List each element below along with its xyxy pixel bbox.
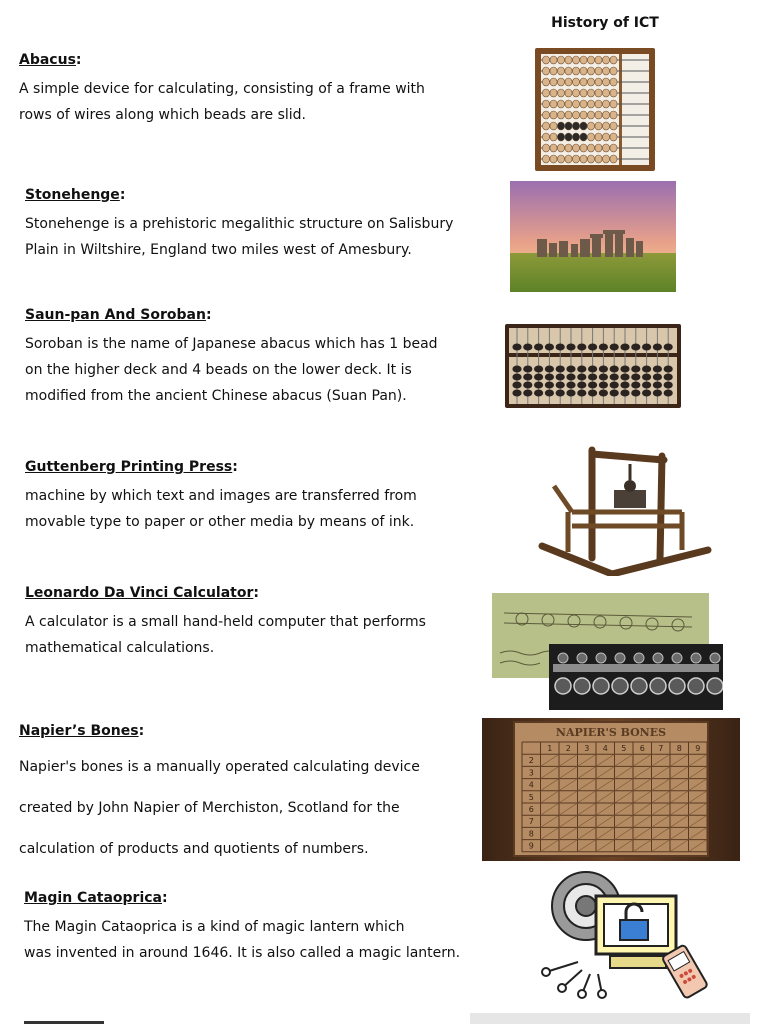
magic-lantern-clipart: [538, 866, 712, 1002]
entry-line: Plain in Wiltshire, England two miles west of Amesbury.: [25, 242, 412, 258]
entry-soroban: Saun-pan And Soroban: Soroban is the name of Japanese abacus which has 1 bead on the higher deck and 4 beads on the lower deck. It is modified from the ancient Chinese abacus (Suan Pan).: [25, 307, 438, 404]
napier-row-digit: 9: [528, 841, 534, 851]
entry-stonehenge: Stonehenge: Stonehenge is a prehistoric megalithic structure on Salisbury Plain in Wiltshire, England two miles west of Amesbury.: [25, 187, 454, 258]
entry-line: Stonehenge is a prehistoric megalithic structure on Salisbury: [25, 216, 454, 232]
entry-line: machine by which text and images are transferred from: [25, 488, 417, 504]
abacus-image: [533, 46, 657, 173]
stonehenge-image: [510, 181, 676, 292]
soroban-image: [504, 323, 682, 409]
entry-napiers-bones: Napier’s Bones: Napier's bones is a manually operated calculating device created by John Napier of Merchiston, Scotland for the calculation of products and quotients of numbers.: [19, 723, 420, 857]
entry-line: The Magin Cataoprica is a kind of magic lantern which: [24, 919, 405, 935]
napier-column-digit: 8: [676, 744, 682, 753]
entry-line: was invented in around 1646. It is also called a magic lantern.: [24, 945, 461, 961]
napier-column-digit: 5: [621, 744, 627, 753]
entry-magin-cataoprica: Magin Cataoprica: The Magin Cataoprica is a kind of magic lantern which was invented in around 1646. It is also called a magic lantern.: [24, 890, 461, 961]
entry-heading: Magin Cataoprica: [24, 890, 162, 906]
entry-line: A simple device for calculating, consisting of a frame with: [19, 81, 425, 97]
entry-line: Napier's bones is a manually operated calculating device: [19, 759, 420, 775]
page-title: History of ICT: [551, 15, 659, 31]
entry-heading: Napier’s Bones: [19, 723, 139, 739]
napier-row-digit: 4: [528, 780, 534, 790]
entry-abacus: Abacus: A simple device for calculating, consisting of a frame with rows of wires along which beads are slid.: [19, 52, 425, 123]
next-entry-image: [470, 1013, 750, 1024]
napier-column-digit: 7: [658, 744, 664, 753]
napier-image-title: NAPIER'S BONES: [555, 726, 667, 739]
entry-line: created by John Napier of Merchiston, Scotland for the: [19, 800, 400, 816]
cut-off-heading: [24, 1016, 114, 1024]
napiers-bones-image: [482, 718, 740, 861]
napier-column-digit: 1: [547, 744, 553, 753]
entry-heading: Guttenberg Printing Press: [25, 459, 233, 475]
napier-column-digit: 3: [584, 744, 590, 753]
entry-line: modified from the ancient Chinese abacus (Suan Pan).: [25, 388, 407, 404]
entry-line: A calculator is a small hand-held computer that performs: [25, 614, 426, 630]
entry-printing-press: Guttenberg Printing Press: machine by which text and images are transferred from movable type to paper or other media by means of ink.: [25, 459, 417, 530]
napier-row-digit: 3: [528, 768, 534, 778]
napier-column-digit: 4: [602, 744, 608, 753]
napier-row-digit: 8: [528, 829, 534, 839]
napier-row-digit: 2: [528, 756, 534, 766]
entry-line: movable type to paper or other media by means of ink.: [25, 514, 415, 530]
da-vinci-model-image: [549, 644, 723, 710]
entry-line: Soroban is the name of Japanese abacus which has 1 bead: [25, 336, 438, 352]
entry-heading: Saun-pan And Soroban: [25, 307, 206, 323]
napier-row-digit: 5: [528, 792, 534, 802]
entry-line: mathematical calculations.: [25, 640, 215, 656]
napier-column-digit: 6: [639, 744, 645, 753]
napier-column-digit: 9: [695, 744, 701, 753]
napier-row-digit: 7: [528, 817, 534, 827]
entry-heading: Abacus: [19, 52, 76, 68]
entry-heading: Leonardo Da Vinci Calculator: [25, 585, 254, 601]
napier-column-digit: 2: [565, 744, 571, 753]
napier-row-digit: 6: [528, 805, 534, 814]
entry-da-vinci-calculator: Leonardo Da Vinci Calculator: A calculator is a small hand-held computer that performs mathematical calculations.: [25, 585, 426, 656]
entry-line: on the higher deck and 4 beads on the lower deck. It is: [25, 362, 412, 378]
entry-heading: Stonehenge: [25, 187, 120, 203]
entry-line: rows of wires along which beads are slid.: [19, 107, 306, 123]
printing-press-image: [532, 440, 714, 576]
entry-line: calculation of products and quotients of numbers.: [19, 841, 369, 857]
